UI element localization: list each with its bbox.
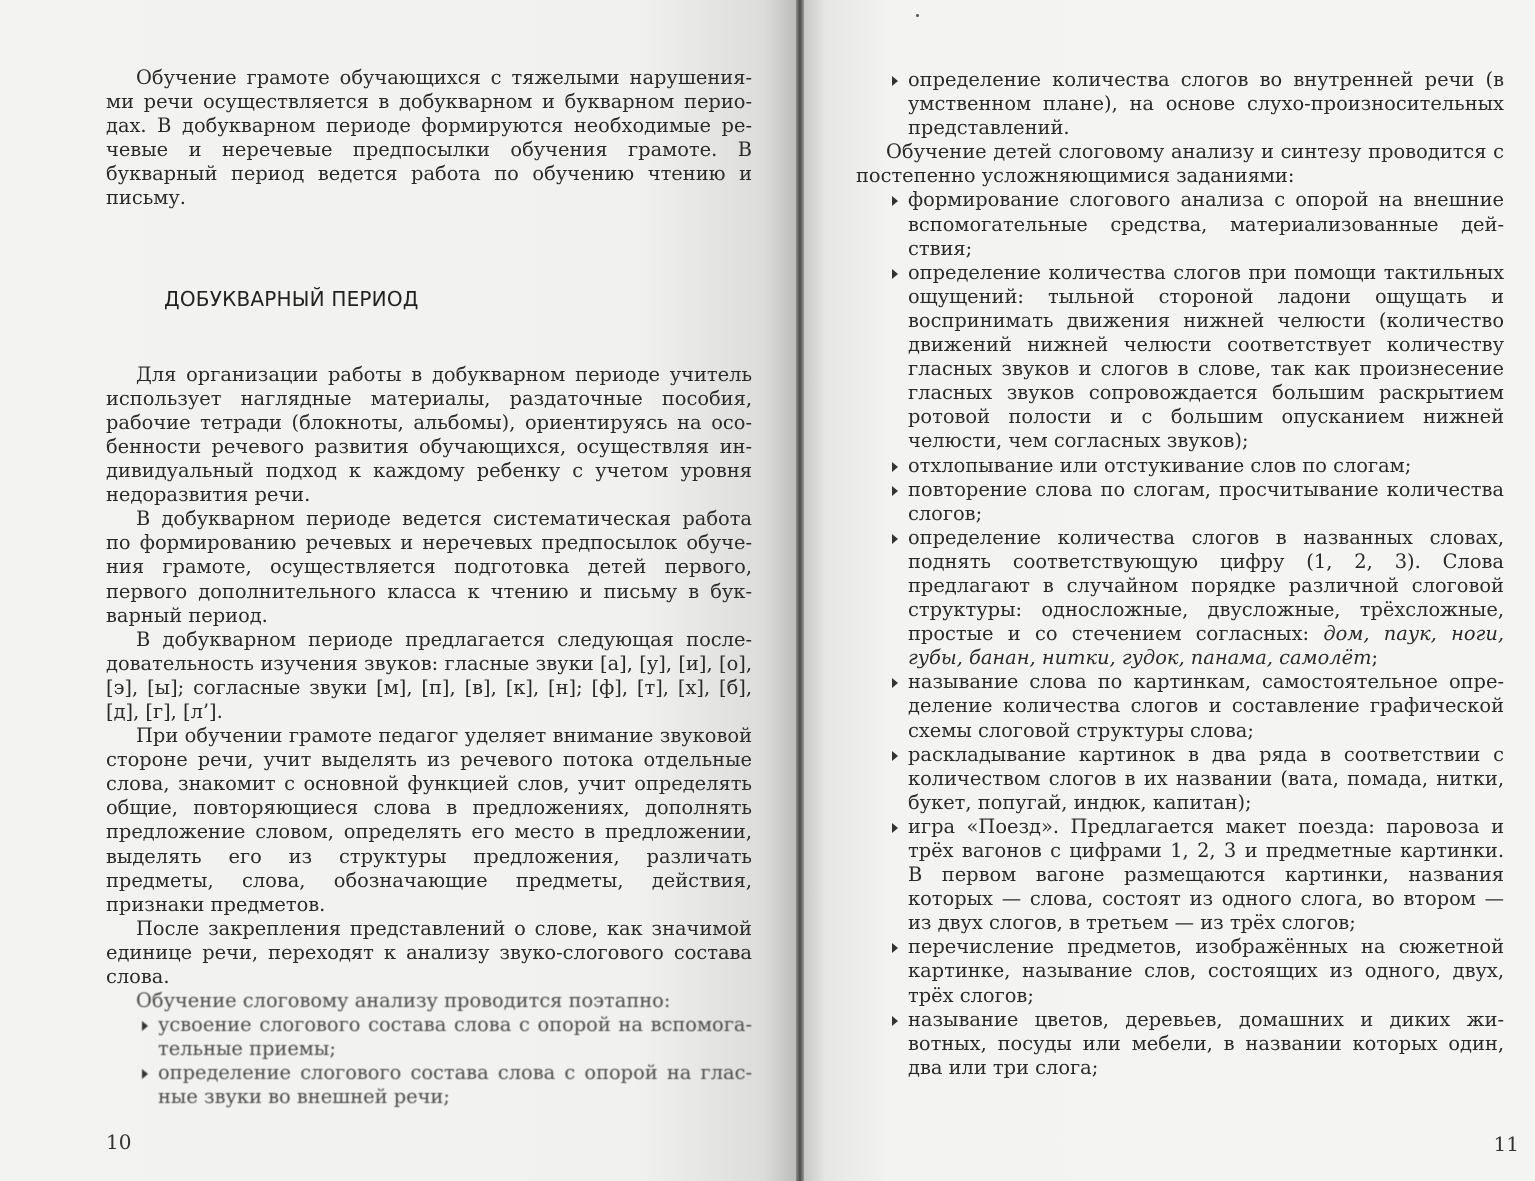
bullet-marker-icon	[142, 1069, 148, 1079]
paragraph: При обучении грамоте педагог уделяет внимание звуковой стороне речи, учит выделять из речевого потока отдельные слова, знакомит с основной функцией слов, учит определять общие, повторяющиеся слова в предложениях, дополнять предложение словом, определять его место в предложении, выделять его из структуры предложения, различать предметы, слова, обозначающие предметы, действия, признаки предметов.	[106, 724, 752, 916]
paragraph: Обучение слоговому анализу проводится поэтапно:	[136, 989, 671, 1013]
bullet-marker-icon	[892, 823, 898, 833]
list-item	[852, 261, 1504, 454]
bullet-marker-icon	[892, 1016, 898, 1026]
list-item	[106, 1061, 752, 1109]
page-number: 11	[1493, 1132, 1519, 1156]
bullet-marker-icon	[892, 751, 898, 761]
right-page-text	[852, 68, 1504, 1080]
page-number: 10	[106, 1130, 132, 1154]
bullet-list	[106, 1013, 752, 1109]
list-item	[106, 1013, 752, 1061]
list-item-text: называние слова по картинкам, самостоятельное определение количества слогов и составление графической схемы слоговой структуры слова;	[908, 670, 1504, 742]
bullet-marker-icon	[892, 196, 898, 206]
list-item-text: отхлопывание или отстукивание слов по слогам;	[908, 453, 1412, 477]
list-item	[852, 454, 1504, 478]
bullet-marker-icon	[892, 269, 898, 279]
bullet-marker-icon	[892, 486, 898, 496]
list-item	[852, 743, 1504, 815]
bullet-marker-icon	[142, 1021, 148, 1031]
left-page-text	[106, 66, 752, 1110]
example-words: дом, паук, ноги, губы, банан, нитки, гудок, панама, самолёт	[908, 622, 1504, 670]
list-item	[852, 670, 1504, 742]
paragraph: В добукварном периоде ведется систематическая работа по формированию речевых и неречевых предпосылок обучения грамоте, осуществляется подготовка детей первого, первого дополнительного класса к чтению и письму в букварный период.	[106, 507, 752, 627]
bullet-list-top	[852, 68, 1504, 140]
list-item	[852, 478, 1504, 526]
list-item-text: усвоение слогового состава слова с опорой на вспомогательные приемы;	[158, 1013, 752, 1061]
paragraph: В добукварном периоде предлагается следующая последовательность изучения звуков: гласные звуки [а], [у], [и], [о], [э], [ы]; согласные звуки [м], [п], [в], [к], [н]; [ф], [т], [х], [б], [д], [г], [л’].	[106, 627, 752, 723]
speck	[916, 14, 919, 17]
list-item-text: повторение слова по слогам, просчитывание количества слогов;	[908, 477, 1504, 525]
list-item-text: определение количества слогов при помощи тактильных ощущений: тыльной стороной ладони ощущать и воспринимать движения нижней челюсти (количество движений нижней челюсти соответствует количеству гласных звуков и слогов в слове, так как произнесение гласных звуков сопровождается большим раскрытием ротовой полости и с большим опусканием нижней челюсти, чем согласных звуков);	[908, 260, 1504, 453]
list-item-text: игра «Поезд». Предлагается макет поезда: паровоза и трёх вагонов с цифрами 1, 2, 3 и предметные картинки. В первом вагоне размещаются картинки, названия которых — слова, состоят из одного слога, во втором — из двух слогов, в третьем — из трёх слогов;	[908, 814, 1504, 935]
bullet-list	[852, 188, 1504, 1079]
right-page	[804, 0, 1535, 1181]
list-item	[852, 935, 1504, 1007]
list-item-text: называние цветов, деревьев, домашних и диких животных, посуды или мебели, в названии которых один, два или три слога;	[908, 1007, 1504, 1079]
bullet-marker-icon	[892, 76, 898, 86]
list-item	[852, 68, 1504, 140]
list-item-text: определение количества слогов во внутренней речи (в умственном плане), на основе слухо-произносительных представлений.	[908, 68, 1504, 140]
bullet-marker-icon	[892, 943, 898, 953]
book-gutter	[796, 0, 804, 1181]
bullet-marker-icon	[892, 678, 898, 688]
list-item	[852, 188, 1504, 260]
list-item	[852, 815, 1504, 935]
paragraph: Для организации работы в добукварном периоде учитель использует наглядные материалы, раздаточные пособия, рабочие тетради (блокноты, альбомы), ориентируясь на особенности речевого развития обучающихся, осуществляя индивидуальный подход к каждому ребенку с учетом уровня недоразвития речи.	[106, 362, 752, 507]
list-item-text: определение слогового состава слова с опорой на гласные звуки во внешней речи;	[158, 1061, 752, 1109]
paragraph: Обучение детей слоговому анализу и синтезу проводится с постепенно усложняющимися заданиями:	[856, 140, 1504, 188]
list-item-text-end: ;	[1371, 646, 1379, 670]
bullet-marker-icon	[892, 534, 898, 544]
bullet-marker-icon	[892, 462, 898, 472]
list-item	[852, 526, 1504, 671]
section-heading: ДОБУКВАРНЫЙ ПЕРИОД	[164, 286, 419, 311]
intro-paragraph: Обучение грамоте обучающихся с тяжелыми нарушениями речи осуществляется в добукварном и букварном периодах. В добукварном периоде формируются необходимые речевые и неречевые предпосылки обучения грамоте. В букварный период ведется работа по обучению чтению и письму.	[106, 66, 752, 210]
list-item	[852, 1008, 1504, 1080]
list-item-text: формирование слогового анализа с опорой на внешние вспомогательные средства, материализованные действия;	[908, 188, 1504, 260]
paragraph: После закрепления представлений о слове, как значимой единице речи, переходят к анализу звуко-слогового состава слова.	[106, 916, 752, 988]
list-item-text: определение количества слогов в названных словах, поднять соответствующую цифру (1, 2, 3). Слова предлагают в случайном порядке различной слоговой структуры: односложные, двусложные, трёхсложные, простые и со стечением согласных:	[908, 525, 1504, 646]
list-item-text: раскладывание картинок в два ряда в соответствии с количеством слогов в их названии (вата, помада, нитки, букет, попугай, индюк, капитан);	[908, 742, 1504, 814]
list-item-text: перечисление предметов, изображённых на сюжетной картинке, называние слов, состоящих из одного, двух, трёх слогов;	[908, 935, 1504, 1007]
